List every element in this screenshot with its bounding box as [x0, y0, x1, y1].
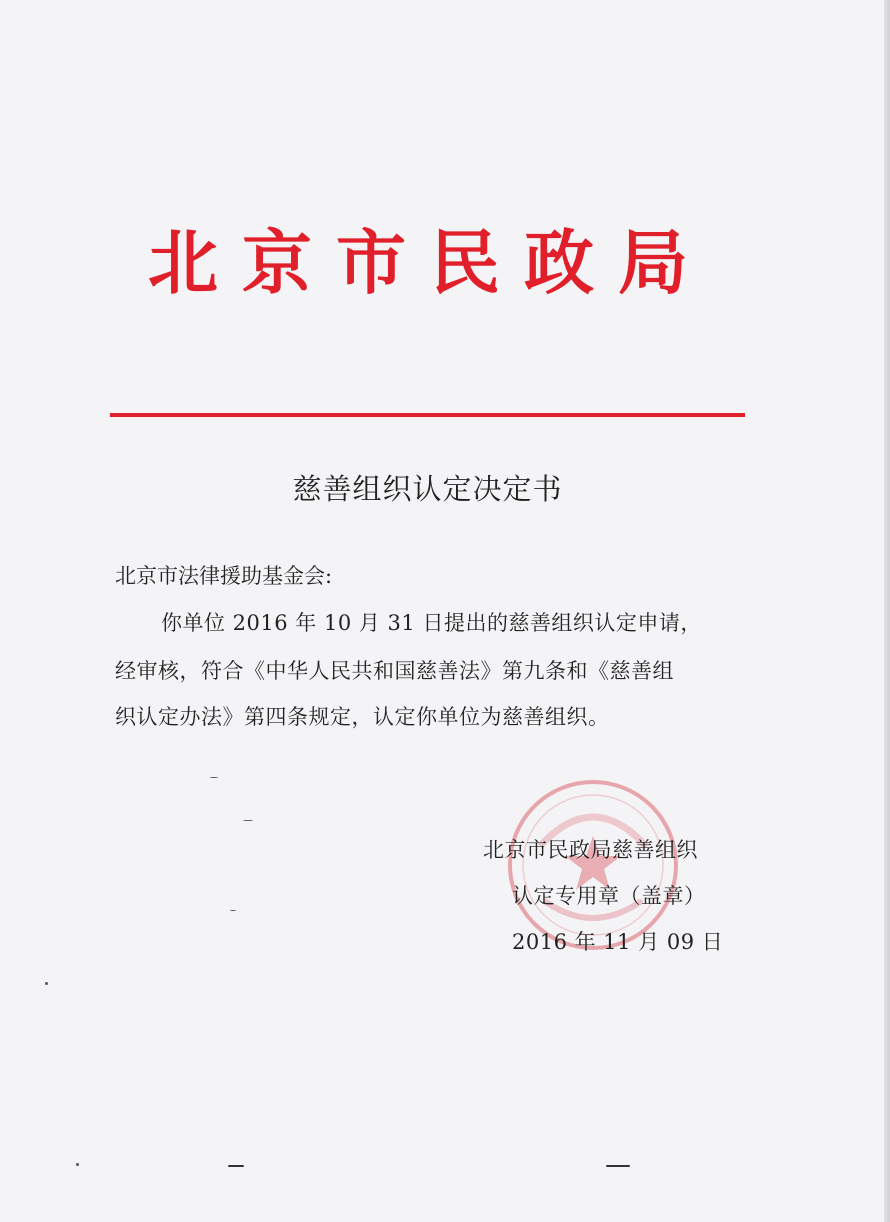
- signature-line-2: 认定专用章（盖章）: [512, 884, 706, 908]
- scan-mark: [606, 1165, 630, 1167]
- body-line-1: 你单位 2016 年 10 月 31 日提出的慈善组织认定申请，: [161, 611, 702, 635]
- seal-graphic: [512, 784, 674, 946]
- scan-speck: [243, 820, 253, 821]
- organization-header: 北京市民政局: [148, 221, 712, 304]
- addressee: 北京市法律援助基金会:: [115, 564, 333, 588]
- scan-edge: [884, 0, 890, 1222]
- document-title: 慈善组织认定决定书: [292, 472, 563, 506]
- body-line-3: 织认定办法》第四条规定，认定你单位为慈善组织。: [115, 705, 610, 729]
- scan-speck: [210, 777, 218, 778]
- scan-speck: [45, 982, 48, 985]
- header-divider: [110, 413, 745, 417]
- signature-date: 2016 年 11 月 09 日: [512, 930, 724, 954]
- official-seal: [508, 780, 678, 950]
- scan-speck: [230, 910, 236, 911]
- signature-line-1: 北京市民政局慈善组织: [483, 838, 698, 862]
- body-line-2: 经审核，符合《中华人民共和国慈善法》第九条和《慈善组: [115, 659, 674, 683]
- scan-mark: [228, 1165, 244, 1167]
- scan-speck: [76, 1163, 79, 1166]
